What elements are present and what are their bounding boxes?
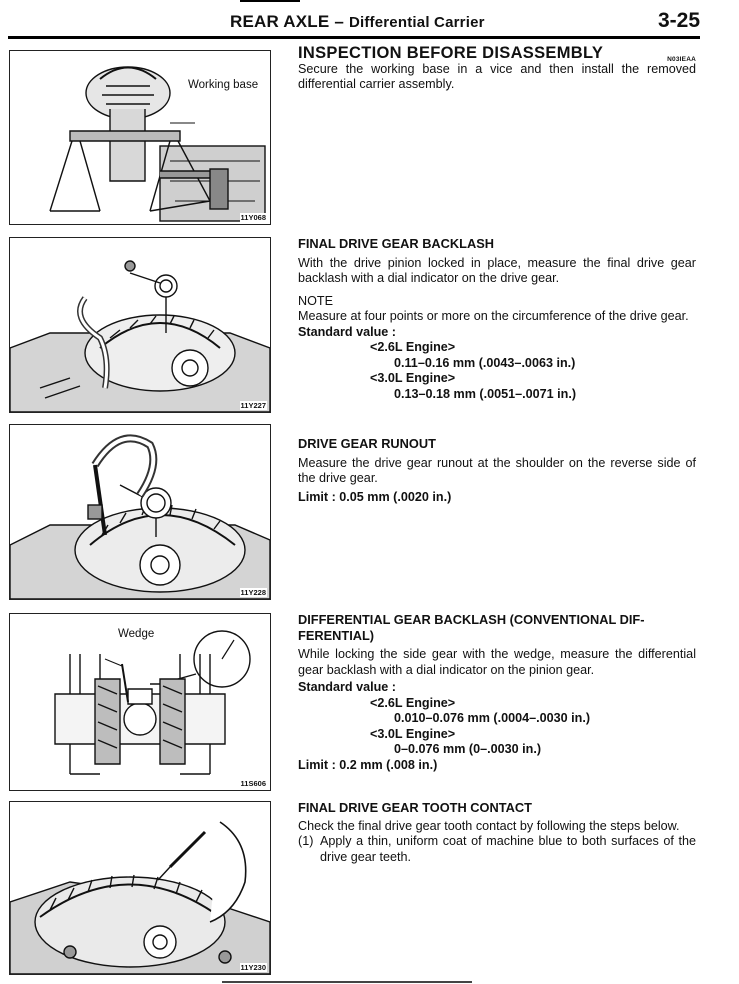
figure-code: 11Y227 bbox=[240, 401, 266, 410]
runout-limit: Limit : 0.05 mm (.0020 in.) bbox=[298, 489, 452, 504]
figure-code: 11Y230 bbox=[240, 963, 266, 972]
tooth-contact-text: Check the final drive gear tooth contact by following the steps below. bbox=[298, 818, 680, 833]
engine-2-6l: <2.6L Engine> bbox=[370, 695, 456, 710]
label-working-base: Working base bbox=[188, 79, 259, 91]
section-drive-gear-runout bbox=[298, 436, 696, 505]
figure-backlash-drawing bbox=[10, 238, 270, 412]
figure-differential-drawing bbox=[10, 614, 270, 790]
figure-runout-drawing bbox=[10, 425, 270, 599]
step-text: Apply a thin, uniform coat of machine blue to both surfaces of the drive gear teeth. bbox=[320, 834, 696, 864]
section-differential-gear-backlash bbox=[298, 612, 696, 773]
step-number: (1) bbox=[298, 834, 314, 848]
heading-backlash: FINAL DRIVE GEAR BACKLASH bbox=[298, 236, 494, 251]
figure-drive-gear-backlash bbox=[9, 237, 271, 413]
runout-text: Measure the drive gear runout at the shoulder on the reverse side of the drive gear. bbox=[298, 455, 696, 485]
note-text: Measure at four points or more on the circumference of the drive gear. bbox=[298, 309, 689, 323]
header-title: REAR AXLE – Differential Carrier bbox=[230, 12, 485, 31]
figure-code: 11Y228 bbox=[240, 588, 266, 597]
note-label: NOTE bbox=[298, 293, 333, 308]
heading-tooth-contact: FINAL DRIVE GEAR TOOTH CONTACT bbox=[298, 800, 532, 815]
section-final-drive-gear-backlash bbox=[298, 236, 696, 402]
standard-value-label: Standard value : bbox=[298, 680, 396, 694]
section-inspection bbox=[298, 46, 696, 93]
value-3-0l: 0.13–0.18 mm (.0051–.0071 in.) bbox=[394, 386, 577, 401]
value-2-6l: 0.010–0.076 mm (.0004–.0030 in.) bbox=[394, 711, 591, 725]
engine-3-0l: <3.0L Engine> bbox=[370, 371, 456, 385]
differential-limit: Limit : 0.2 mm (.008 in.) bbox=[298, 757, 438, 772]
figure-tooth-contact-drawing bbox=[10, 802, 270, 974]
figure-tooth-contact bbox=[9, 801, 271, 975]
figure-code: 11Y068 bbox=[240, 213, 266, 222]
page-number: 3-25 bbox=[657, 9, 700, 32]
standard-value-label: Standard value : bbox=[298, 324, 396, 339]
page-header bbox=[8, 8, 700, 36]
top-mark bbox=[240, 0, 300, 2]
figure-code: 11S606 bbox=[240, 779, 266, 788]
figure-differential-gear-backlash bbox=[9, 613, 271, 791]
section-tooth-contact bbox=[298, 800, 696, 865]
backlash-text: With the drive pinion locked in place, measure the final drive gear backlash with a dial indicator on the drive gear. bbox=[298, 255, 696, 285]
differential-text: While locking the side gear with the wedge, measure the differential gear backlash with a dial indicator on the pinion gear. bbox=[298, 647, 696, 677]
header-rule bbox=[8, 36, 700, 39]
inspection-text: Secure the working base in a vice and then install the removed differential carrier assembly. bbox=[298, 61, 696, 91]
figure-drive-gear-runout bbox=[9, 424, 271, 600]
label-wedge: Wedge bbox=[118, 628, 155, 640]
figure-working-base bbox=[9, 50, 271, 225]
value-3-0l: 0–0.076 mm (0–.0030 in.) bbox=[394, 742, 542, 756]
heading-differential: DIFFERENTIAL GEAR BACKLASH (CONVENTIONAL DIF-FERENTIAL) bbox=[298, 612, 645, 643]
header-subtitle: Differential Carrier bbox=[348, 14, 485, 31]
section-code: N03IEAA bbox=[667, 56, 696, 63]
value-2-6l: 0.11–0.16 mm (.0043–.0063 in.) bbox=[394, 355, 576, 370]
engine-3-0l: <3.0L Engine> bbox=[370, 726, 456, 741]
engine-2-6l: <2.6L Engine> bbox=[370, 340, 456, 354]
step-1 bbox=[298, 834, 696, 865]
heading-inspection: INSPECTION BEFORE DISASSEMBLY bbox=[298, 44, 604, 62]
figure-working-base-drawing bbox=[10, 51, 270, 224]
heading-runout: DRIVE GEAR RUNOUT bbox=[298, 436, 436, 451]
footer-rule bbox=[222, 981, 472, 983]
